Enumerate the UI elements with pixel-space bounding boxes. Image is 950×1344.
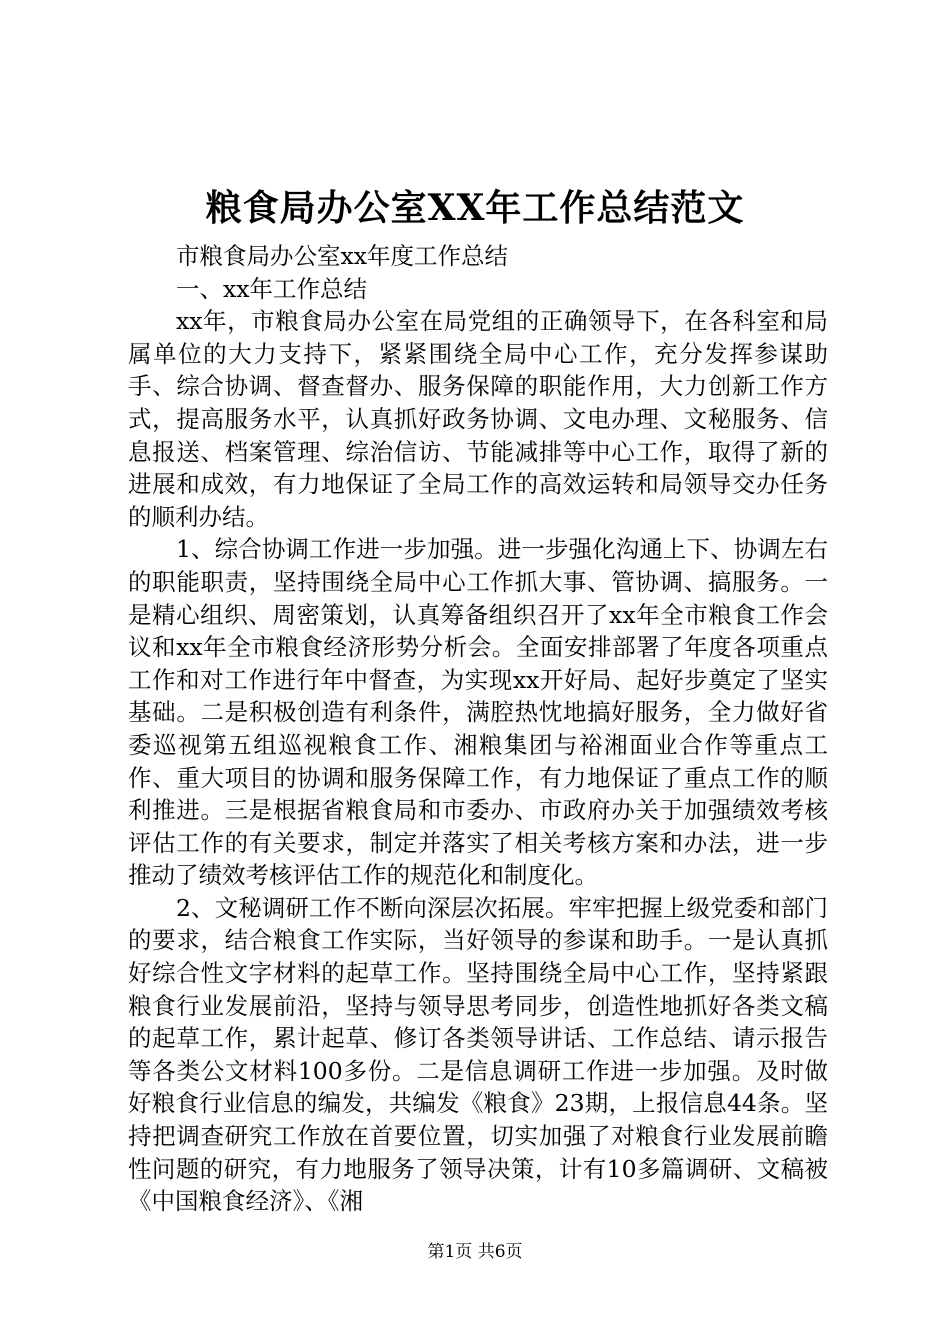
document-title: 粮食局办公室XX年工作总结范文 <box>205 187 745 229</box>
page-number-footer: 第1页 共6页 <box>427 1242 523 1262</box>
document-body <box>128 240 828 1218</box>
paragraph-coordination: 1、综合协调工作进一步加强。进一步强化沟通上下、协调左右的职能职责，坚持围绕全局中心工作抓大事、管协调、搞服务。一是精心组织、周密策划，认真筹备组织召开了xx年全市粮食工作会议和xx年全市粮食经济形势分析会。全面安排部署了年度各项重点工作和对工作进行年中督查，为实现xx开好局、起好步奠定了坚实基础。二是积极创造有利条件，满腔热忱地搞好服务，全力做好省委巡视第五组巡视粮食工作、湘粮集团与裕湘面业合作等重点工作、重大项目的协调和服务保障工作，有力地保证了重点工作的顺利推进。三是根据省粮食局和市委办、市政府办关于加强绩效考核评估工作的有关要求，制定并落实了相关考核方案和办法，进一步推动了绩效考核评估工作的规范化和制度化。 <box>128 535 828 890</box>
paragraph-secretarial: 2、文秘调研工作不断向深层次拓展。牢牢把握上级党委和部门的要求，结合粮食工作实际，当好领导的参谋和助手。一是认真抓好综合性文字材料的起草工作。坚持围绕全局中心工作，坚持紧跟粮食行业发展前沿，坚持与领导思考同步，创造性地抓好各类文稿的起草工作，累计起草、修订各类领导讲话、工作总结、请示报告等各类公文材料100多份。二是信息调研工作进一步加强。及时做好粮食行业信息的编发，共编发《粮食》23期，上报信息44条。坚持把调查研究工作放在首要位置，切实加强了对粮食行业发展前瞻性问题的研究，有力地服务了领导决策，计有10多篇调研、文稿被《中国粮食经济》、《湘 <box>128 893 828 1216</box>
section-heading: 一、xx年工作总结 <box>176 274 368 303</box>
subtitle-line: 市粮食局办公室xx年度工作总结 <box>176 242 509 270</box>
paragraph-intro: xx年，市粮食局办公室在局党组的正确领导下，在各科室和局属单位的大力支持下，紧紧围绕全局中心工作，充分发挥参谋助手、综合协调、督查督办、服务保障的职能作用，大力创新工作方式，提高服务水平，认真抓好政务协调、文电办理、文秘服务、信息报送、档案管理、综治信访、节能减排等中心工作，取得了新的进展和成效，有力地保证了全局工作的高效运转和局领导交办任务的顺利办结。 <box>128 307 828 531</box>
